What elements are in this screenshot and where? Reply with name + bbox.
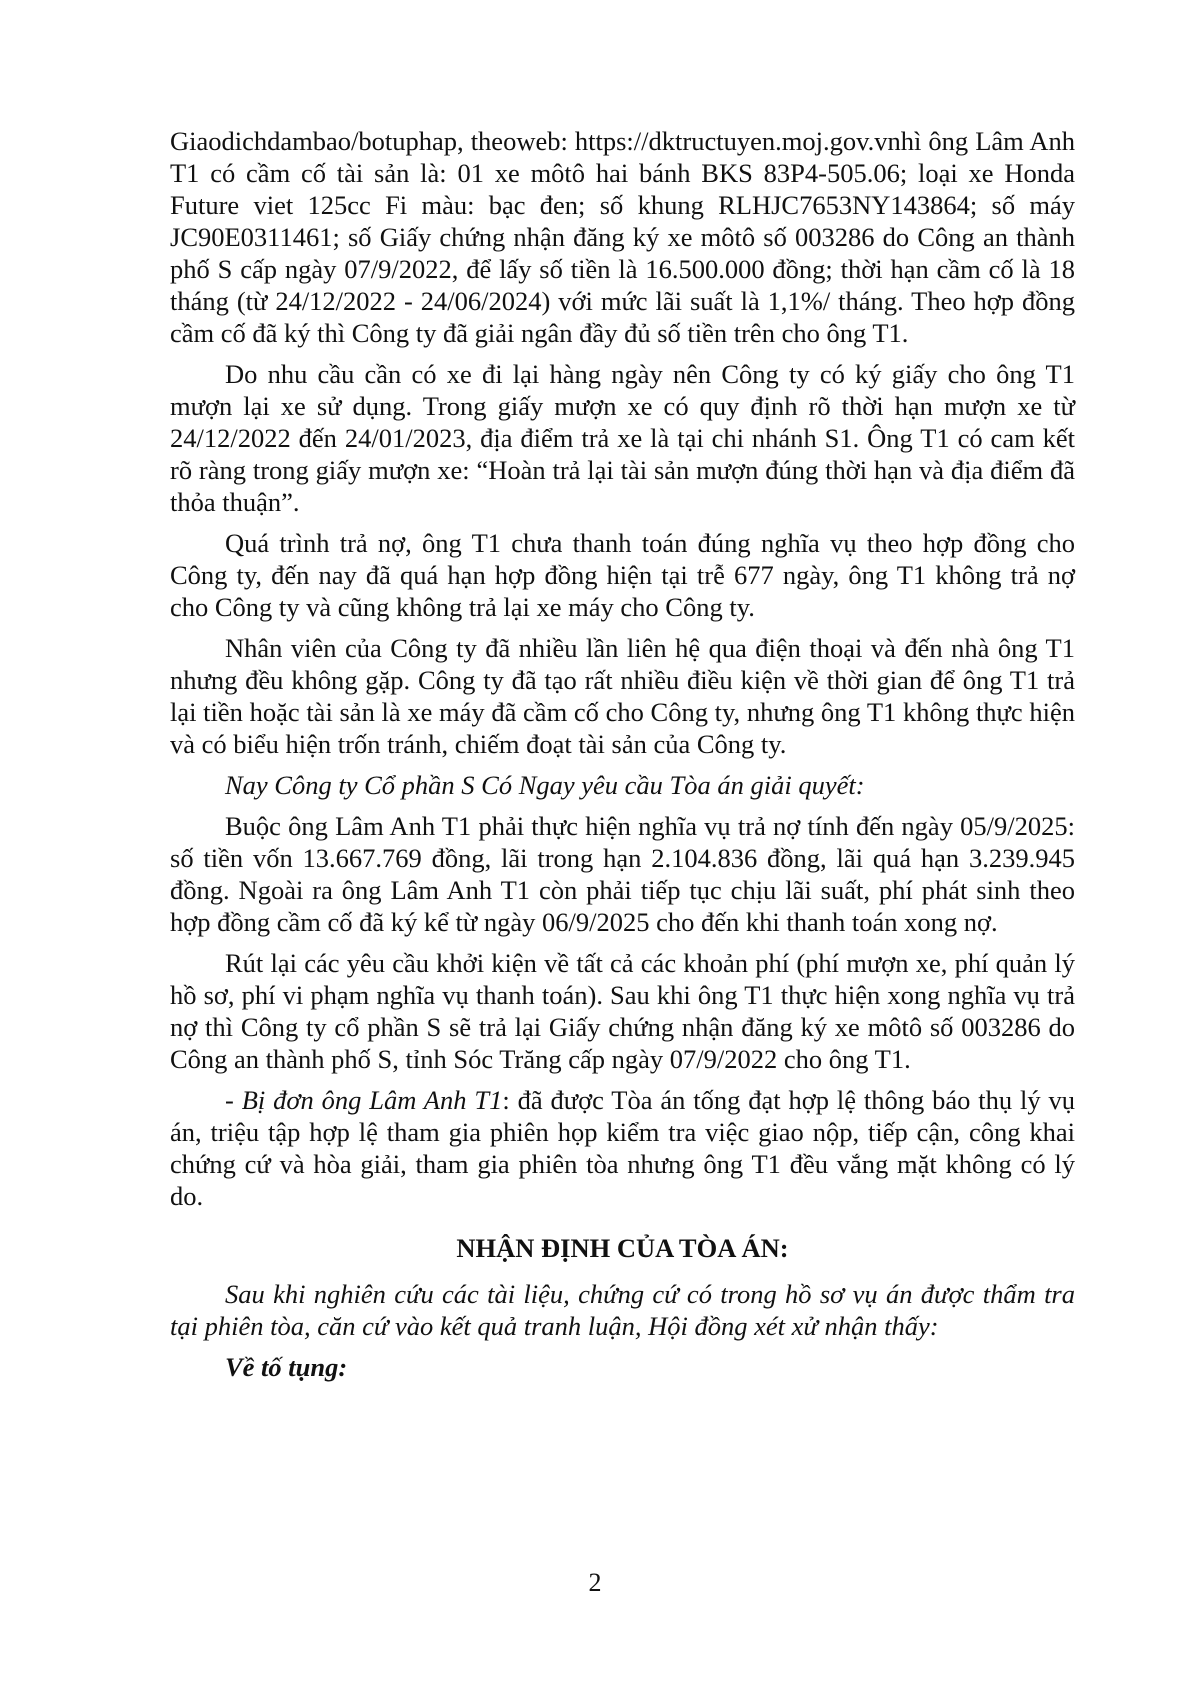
request-intro: Nay Công ty Cổ phần S Có Ngay yêu cầu Tòa án giải quyết: (225, 770, 865, 800)
defendant-dash: - (225, 1085, 242, 1115)
defendant-label: Bị đơn ông Lâm Anh T1 (241, 1085, 503, 1115)
defendant-text: : đã được Tòa án tống đạt hợp lệ thông báo thụ lý vụ án, triệu tập hợp lệ tham gia phiên họp kiểm tra việc giao nộp, tiếp cận, công khai chứng cứ và hòa giải, tham gia phiên tòa nhưng ông T1 đều vắng mặt không có lý do. (170, 1085, 1075, 1211)
paragraph-contact-attempts: Nhân viên của Công ty đã nhiều lần liên hệ qua điện thoại và đến nhà ông T1 nhưng đều không gặp. Công ty đã tạo rất nhiều điều kiện về thời gian để ông T1 trả lại tiền hoặc tài sản là xe máy đã cầm cố cho Công ty, nhưng ông T1 không thực hiện và có biểu hiện trốn tránh, chiếm đoạt tài sản của Công ty. (170, 633, 1075, 759)
paragraph-vehicle-loan: Do nhu cầu cần có xe đi lại hàng ngày nên Công ty có ký giấy cho ông T1 mượn lại xe sử dụng. Trong giấy mượn xe có quy định rõ thời hạn mượn xe từ 24/12/2022 đến 24/01/2023, địa điểm trả xe là tại chi nhánh S1. Ông T1 có cam kết rõ ràng trong giấy mượn xe: “Hoàn trả lại tài sản mượn đúng thời hạn và địa điểm đã thỏa thuận”. (170, 359, 1075, 517)
section-intro: Sau khi nghiên cứu các tài liệu, chứng cứ có trong hồ sơ vụ án được thẩm tra tại phiên tòa, căn cứ vào kết quả tranh luận, Hội đồng xét xử nhận thấy: (170, 1279, 1075, 1341)
paragraph-pledge-details: Giaodichdambao/botuphap, theoweb: https://dktructuyen.moj.gov.vnhì ông Lâm Anh T1 có cầm cố tài sản là: 01 xe môtô hai bánh BKS 83P4-505.06; loại xe Honda Future viet 125cc Fi màu: bạc đen; số khung RLHJC7653NY143864; số máy JC90E0311461; số Giấy chứng nhận đăng ký xe môtô số 003286 do Công an thành phố S cấp ngày 07/9/2022, để lấy số tiền là 16.500.000 đồng; thời hạn cầm cố là 18 tháng (từ 24/12/2022 - 24/06/2024) với mức lãi suất là 1,1%/ tháng. Theo hợp đồng cầm cố đã ký thì Công ty đã giải ngân đầy đủ số tiền trên cho ông T1. (170, 126, 1075, 348)
section-heading: NHẬN ĐỊNH CỦA TÒA ÁN: (456, 1233, 789, 1263)
document-body (170, 125, 1075, 1383)
page-number: 2 (588, 1568, 602, 1597)
paragraph-repayment: Quá trình trả nợ, ông T1 chưa thanh toán đúng nghĩa vụ theo hợp đồng cho Công ty, đến nay đã quá hạn hợp đồng hiện tại trễ 677 ngày, ông T1 không trả nợ cho Công ty và cũng không trả lại xe máy cho Công ty. (170, 528, 1075, 622)
request-debt-payment: Buộc ông Lâm Anh T1 phải thực hiện nghĩa vụ trả nợ tính đến ngày 05/9/2025: số tiền vốn 13.667.769 đồng, lãi trong hạn 2.104.836 đồng, lãi quá hạn 3.239.945 đồng. Ngoài ra ông Lâm Anh T1 còn phải tiếp tục chịu lãi suất, phí phát sinh theo hợp đồng cầm cố đã ký kể từ ngày 06/9/2025 cho đến khi thanh toán xong nợ. (170, 811, 1075, 937)
subsection-heading: Về tố tụng: (225, 1352, 348, 1382)
defendant-paragraph (170, 1084, 1075, 1212)
request-withdraw-fees: Rút lại các yêu cầu khởi kiện về tất cả các khoản phí (phí mượn xe, phí quản lý hồ sơ, phí vi phạm nghĩa vụ thanh toán). Sau khi ông T1 thực hiện xong nghĩa vụ trả nợ thì Công ty cổ phần S sẽ trả lại Giấy chứng nhận đăng ký xe môtô số 003286 do Công an thành phố S, tỉnh Sóc Trăng cấp ngày 07/9/2022 cho ông T1. (170, 948, 1075, 1074)
